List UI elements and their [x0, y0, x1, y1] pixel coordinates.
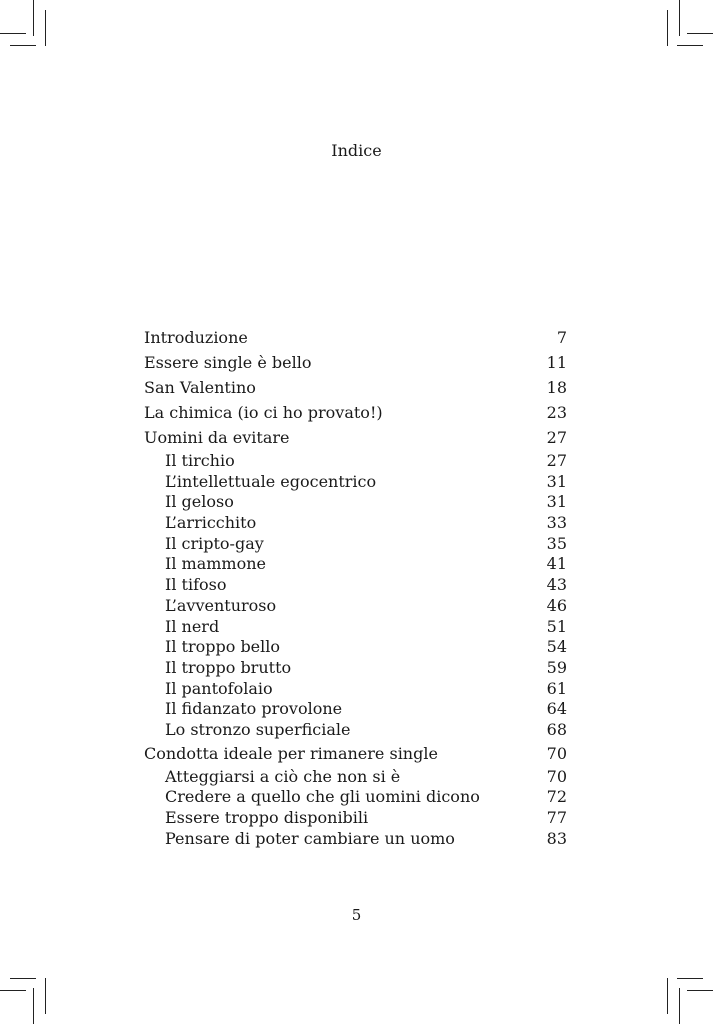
toc-entry: [144, 400, 567, 425]
crop-mark: [677, 45, 703, 46]
table-of-contents: [144, 325, 567, 849]
crop-mark: [33, 0, 34, 36]
toc-entry-page: 23: [546, 403, 567, 422]
toc-entry-page: 54: [546, 637, 567, 657]
toc-entry-page: 68: [546, 719, 567, 739]
toc-entry-label: Il cripto-gay: [165, 533, 264, 553]
toc-entry: [144, 425, 567, 450]
toc-entry-page: 83: [546, 828, 567, 848]
toc-entry-label: Essere troppo disponibili: [165, 808, 369, 827]
toc-subentry: [144, 451, 567, 472]
toc-entry: [144, 375, 567, 400]
toc-entry-page: 77: [546, 808, 567, 827]
toc-entry-page: 35: [546, 533, 567, 553]
toc-entry-label: L’avventuroso: [165, 595, 277, 615]
toc-entry-page: 33: [546, 513, 567, 533]
toc-entry-label: Pensare di poter cambiare un uomo: [165, 828, 455, 848]
toc-entry-label: Il troppo bello: [165, 637, 281, 657]
toc-entry-page: 27: [546, 451, 567, 470]
toc-subentry: [144, 575, 567, 596]
crop-mark: [667, 10, 668, 46]
toc-entry-label: Il fidanzato provolone: [165, 699, 343, 719]
crop-mark: [10, 978, 36, 979]
toc-subentry: [144, 829, 567, 850]
toc-entry-page: 46: [546, 595, 567, 615]
toc-subentry: [144, 767, 567, 788]
toc-subentry: [144, 472, 567, 493]
toc-subentry: [144, 513, 567, 534]
toc-entry-page: 59: [546, 657, 567, 677]
crop-mark: [33, 988, 34, 1024]
toc-entry-label: Il pantofolaio: [165, 678, 273, 698]
toc-subentry: [144, 720, 567, 741]
toc-entry-page: 7: [556, 328, 567, 347]
toc-entry-page: 72: [546, 787, 567, 807]
crop-mark: [679, 0, 680, 36]
toc-subentry: [144, 492, 567, 513]
toc-entry-label: Lo stronzo superficiale: [165, 719, 351, 739]
toc-entry-label: Condotta ideale per rimanere single: [144, 743, 438, 763]
toc-entry-page: 64: [546, 699, 567, 719]
toc-entry-page: 70: [546, 743, 567, 763]
toc-entry-page: 11: [546, 353, 567, 372]
toc-entry-label: L’arricchito: [165, 513, 257, 533]
toc-entry-page: 70: [546, 766, 567, 786]
toc-subentry: [144, 596, 567, 617]
crop-mark: [687, 33, 713, 34]
toc-subentry: [144, 658, 567, 679]
toc-entry-label: Atteggiarsi a ciò che non si è: [165, 766, 401, 786]
toc-entry-page: 43: [546, 575, 567, 595]
toc-entry-label: Uomini da evitare: [144, 428, 290, 447]
toc-subentry: [144, 699, 567, 720]
toc-subentry: [144, 554, 567, 575]
crop-mark: [677, 978, 703, 979]
toc-subentry: [144, 617, 567, 638]
toc-entry-label: Il mammone: [165, 554, 266, 574]
toc-entry: [144, 741, 567, 766]
toc-entry-label: Essere single è bello: [144, 353, 312, 372]
crop-mark: [10, 45, 36, 46]
crop-mark: [667, 978, 668, 1014]
page-title: Indice: [331, 141, 382, 160]
toc-entry-label: L’intellettuale egocentrico: [165, 471, 377, 491]
toc-entry-label: Credere a quello che gli uomini dicono: [165, 787, 480, 807]
crop-mark: [679, 988, 680, 1024]
toc-entry-page: 18: [546, 378, 567, 397]
page-number: 5: [351, 906, 362, 924]
crop-mark: [0, 990, 26, 991]
toc-entry-label: Il nerd: [165, 616, 220, 636]
toc-subentry: [144, 808, 567, 829]
toc-entry-label: Il troppo brutto: [165, 657, 292, 677]
toc-entry-label: San Valentino: [144, 378, 256, 397]
toc-entry-page: 41: [546, 554, 567, 574]
crop-mark: [45, 978, 46, 1014]
toc-entry-label: Il tifoso: [165, 575, 227, 595]
crop-mark: [0, 33, 26, 34]
toc-entry-page: 27: [546, 428, 567, 447]
crop-mark: [45, 10, 46, 46]
toc-entry-label: Il tirchio: [165, 451, 235, 470]
toc-entry-label: Il geloso: [165, 492, 234, 512]
toc-entry-page: 31: [546, 471, 567, 491]
toc-entry: [144, 350, 567, 375]
crop-mark: [687, 990, 713, 991]
toc-entry-label: La chimica (io ci ho provato!): [144, 403, 383, 422]
toc-entry-page: 31: [546, 492, 567, 512]
toc-entry: [144, 325, 567, 350]
toc-subentry: [144, 679, 567, 700]
toc-entry-page: 51: [546, 616, 567, 636]
toc-subentry: [144, 637, 567, 658]
toc-entry-page: 61: [546, 678, 567, 698]
toc-subentry: [144, 534, 567, 555]
toc-entry-label: Introduzione: [144, 328, 248, 347]
toc-subentry: [144, 787, 567, 808]
